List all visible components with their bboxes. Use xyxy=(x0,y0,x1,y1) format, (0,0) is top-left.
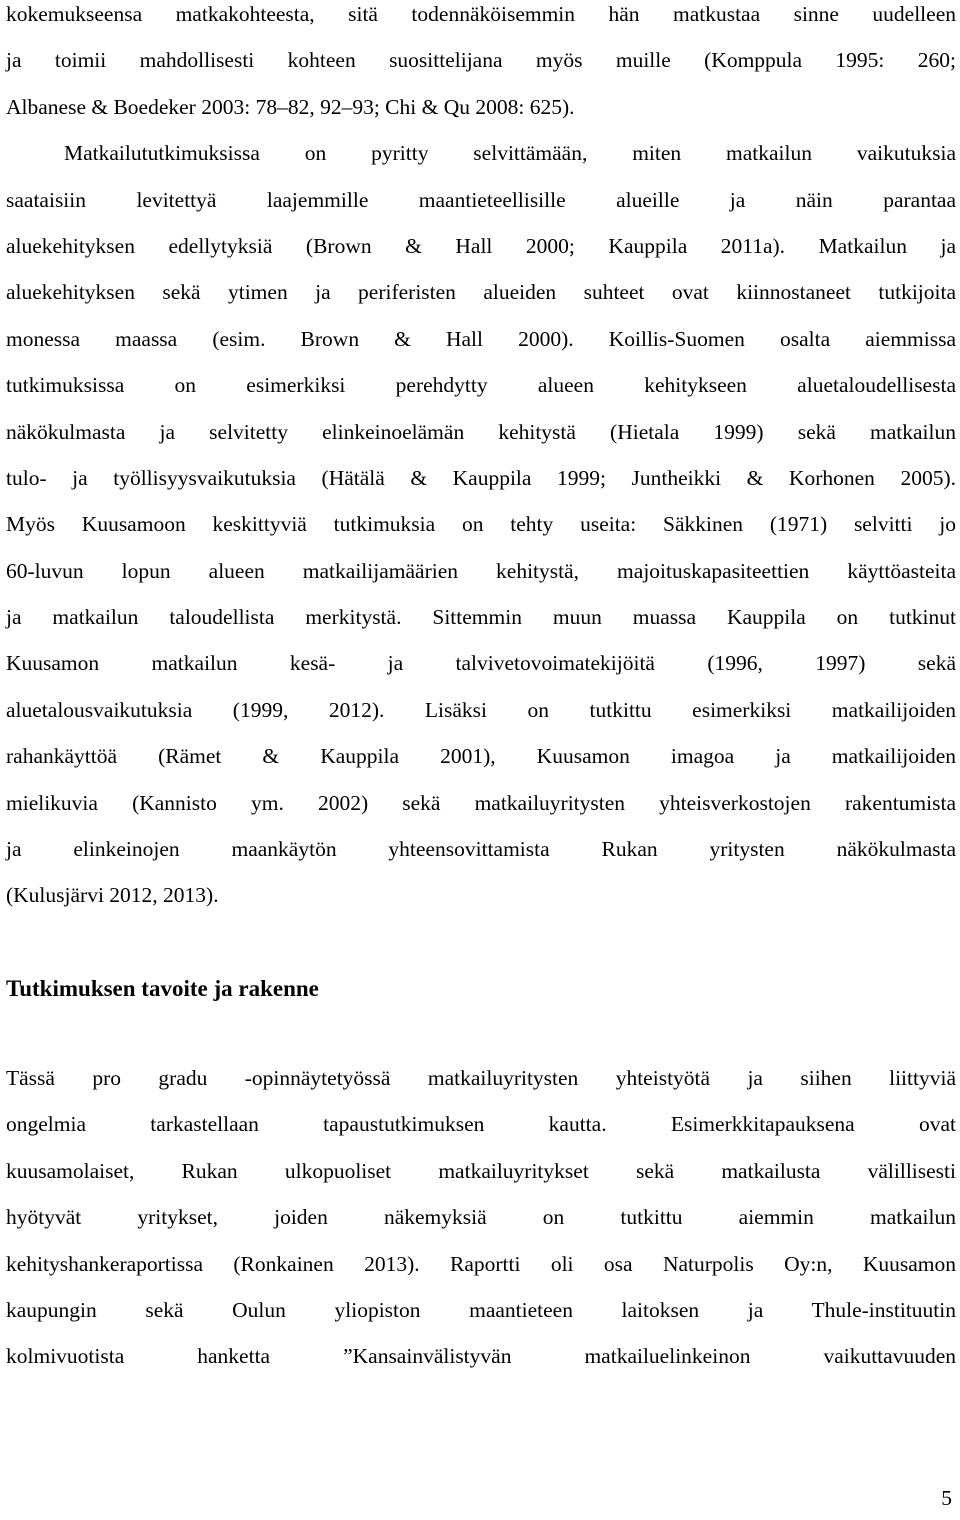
text-line: tulo- ja työllisyysvaikutuksia (Hätälä & Kauppila 1999; Juntheikki & Korhonen 2005). xyxy=(6,465,956,490)
text-line: mielikuvia (Kannisto ym. 2002) sekä matkailuyritysten yhteisverkostojen rakentumista xyxy=(6,790,956,815)
text-line: kuusamolaiset, Rukan ulkopuoliset matkailuyritykset sekä matkailusta välillisesti xyxy=(6,1158,956,1183)
text-line: aluekehityksen sekä ytimen ja periferisten alueiden suhteet ovat kiinnostaneet tutkijoita xyxy=(6,280,956,305)
text-line: (Kulusjärvi 2012, 2013). xyxy=(6,883,219,908)
text-line: Albanese & Boedeker 2003: 78–82, 92–93; Chi & Qu 2008: 625). xyxy=(6,94,575,119)
text-line: ongelmia tarkastellaan tapaustutkimuksen kautta. Esimerkkitapauksena ovat xyxy=(6,1112,956,1137)
text-line: 60-luvun lopun alueen matkailijamäärien kehitystä, majoituskapasiteettien käyttöasteita xyxy=(6,558,956,583)
text-line: kaupungin sekä Oulun yliopiston maantieteen laitoksen ja Thule-instituutin xyxy=(6,1297,956,1322)
text-line: tutkimuksissa on esimerkiksi perehdytty alueen kehitykseen aluetaloudellisesta xyxy=(6,373,956,398)
page-number: 5 xyxy=(941,1486,952,1510)
text-line: aluekehityksen edellytyksiä (Brown & Hall 2000; Kauppila 2011a). Matkailun ja xyxy=(6,233,956,258)
text-line: rahankäyttöä (Rämet & Kauppila 2001), Kuusamon imagoa ja matkailijoiden xyxy=(6,744,956,769)
body-paragraph xyxy=(6,0,956,919)
text-line: kokemukseensa matkakohteesta, sitä todennäköisemmin hän matkustaa sinne uudelleen xyxy=(6,2,956,26)
text-line: hyötyvät yritykset, joiden näkemyksiä on tutkittu aiemmin matkailun xyxy=(6,1205,956,1230)
body-paragraph xyxy=(6,1055,956,1380)
text-line: kolmivuotista hanketta ”Kansainvälistyvän matkailuelinkeinon vaikuttavuuden xyxy=(6,1344,956,1369)
text-line: Matkailututkimuksissa on pyritty selvittämään, miten matkailun vaikutuksia xyxy=(64,141,956,166)
text-line: kehityshankeraportissa (Ronkainen 2013). Raportti oli osa Naturpolis Oy:n, Kuusamon xyxy=(6,1251,956,1276)
text-line: näkökulmasta ja selvitetty elinkeinoelämän kehitystä (Hietala 1999) sekä matkailun xyxy=(6,419,956,444)
text-line: Myös Kuusamoon keskittyviä tutkimuksia on tehty useita: Säkkinen (1971) selvitti jo xyxy=(6,512,956,537)
text-line: ja matkailun taloudellista merkitystä. Sittemmin muun muassa Kauppila on tutkinut xyxy=(6,605,956,630)
text-line: Tässä pro gradu -opinnäytetyössä matkailuyritysten yhteistyötä ja siihen liittyviä xyxy=(6,1066,956,1090)
text-line: saataisiin levitettyä laajemmille maantieteellisille alueille ja näin parantaa xyxy=(6,187,956,212)
text-line: Kuusamon matkailun kesä- ja talvivetovoimatekijöitä (1996, 1997) sekä xyxy=(6,651,956,676)
text-line: ja toimii mahdollisesti kohteen suosittelijana myös muille (Komppula 1995: 260; xyxy=(6,48,956,73)
text-line: aluetalousvaikutuksia (1999, 2012). Lisäksi on tutkittu esimerkiksi matkailijoiden xyxy=(6,697,956,722)
section-heading: Tutkimuksen tavoite ja rakenne xyxy=(6,976,319,1001)
text-line: monessa maassa (esim. Brown & Hall 2000). Koillis-Suomen osalta aiemmissa xyxy=(6,326,956,351)
text-line: ja elinkeinojen maankäytön yhteensovittamista Rukan yritysten näkökulmasta xyxy=(6,837,956,862)
